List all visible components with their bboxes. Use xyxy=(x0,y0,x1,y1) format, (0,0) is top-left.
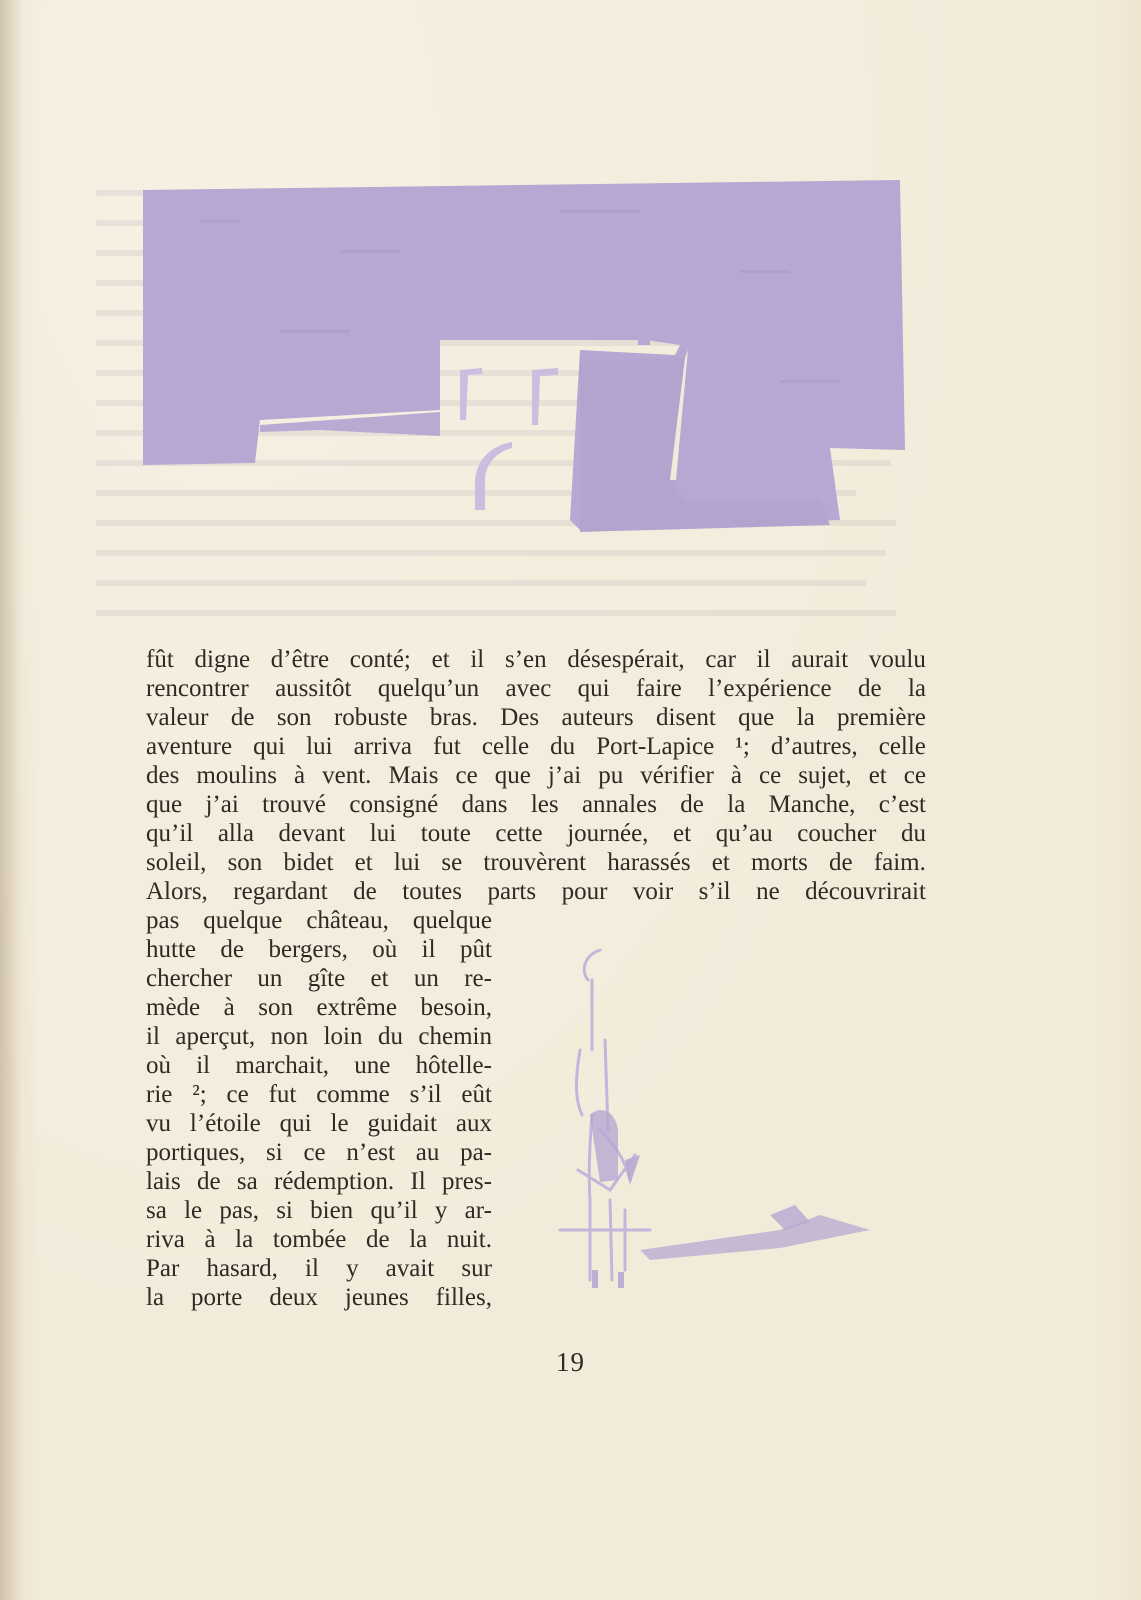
word: non xyxy=(270,1023,309,1050)
word: c’est xyxy=(878,791,926,818)
word: les xyxy=(530,791,559,818)
word: première xyxy=(837,704,926,731)
word: j’ai xyxy=(205,791,239,818)
text-line xyxy=(146,964,492,993)
castle-woodcut-illustration xyxy=(140,180,920,550)
word: journée, xyxy=(567,820,649,847)
word: sujet, xyxy=(798,762,852,789)
word: du xyxy=(900,820,926,847)
text-line xyxy=(146,703,926,732)
word: bidet xyxy=(283,849,334,876)
word: Port-Lapice xyxy=(596,733,715,760)
word: portiques, xyxy=(146,1139,246,1166)
word: vent. xyxy=(322,762,372,789)
text-line xyxy=(146,906,492,935)
word: de xyxy=(829,849,853,876)
text-line xyxy=(146,877,926,906)
word: Manche, xyxy=(768,791,856,818)
word: chemin xyxy=(418,1023,492,1050)
word: quelqu’un xyxy=(377,675,480,702)
word: y xyxy=(434,1197,448,1224)
word: guidait xyxy=(367,1110,437,1137)
word: désespérait, xyxy=(567,646,685,673)
word: morts xyxy=(750,849,808,876)
text-line xyxy=(146,790,926,819)
word: de xyxy=(366,1226,390,1253)
word: fut xyxy=(268,1081,297,1108)
word: un xyxy=(413,965,439,992)
word: faim. xyxy=(873,849,926,876)
word: pu xyxy=(598,762,624,789)
word: un xyxy=(257,965,283,992)
word: consigné xyxy=(349,791,439,818)
word: bras. xyxy=(429,704,478,731)
word: pas xyxy=(146,907,180,934)
word: d’être xyxy=(270,646,330,673)
word: et xyxy=(370,965,389,992)
body-text xyxy=(146,645,926,1312)
word: qu’au xyxy=(715,820,773,847)
word: la xyxy=(409,1226,428,1253)
word: quelque xyxy=(412,907,492,934)
window-mark xyxy=(460,368,482,420)
word: ¹; xyxy=(735,733,750,760)
word: j’ai xyxy=(547,762,582,789)
word: l’étoile xyxy=(189,1110,261,1137)
word: s’il xyxy=(698,878,731,905)
word: pour xyxy=(561,878,608,905)
word: au xyxy=(415,1139,440,1166)
word: qu’il xyxy=(146,820,194,847)
word: chercher xyxy=(146,965,233,992)
word: son xyxy=(276,704,312,731)
word: toutes xyxy=(402,878,462,905)
word: auteurs xyxy=(561,704,634,731)
word: aventure xyxy=(146,733,233,760)
word: pres- xyxy=(441,1168,492,1195)
word: riva xyxy=(146,1226,185,1253)
word: parts xyxy=(487,878,537,905)
text-line xyxy=(146,1196,492,1225)
word: valeur xyxy=(146,704,209,731)
word: jeunes xyxy=(344,1284,409,1311)
word: de xyxy=(230,704,255,731)
word: le xyxy=(330,1110,349,1137)
text-line xyxy=(146,1051,492,1080)
word: à xyxy=(223,994,235,1021)
text-line xyxy=(146,1254,492,1283)
word: celle xyxy=(878,733,926,760)
word: rédemption. xyxy=(274,1168,395,1195)
word: nuit. xyxy=(446,1226,492,1253)
word: celle xyxy=(481,733,530,760)
word: que xyxy=(146,791,183,818)
word: et xyxy=(431,646,450,673)
text-line xyxy=(146,993,492,1022)
word: il xyxy=(196,1052,211,1079)
word: lais xyxy=(146,1168,181,1195)
word: s’en xyxy=(504,646,547,673)
word: sa xyxy=(236,1168,258,1195)
word: hasard, xyxy=(206,1255,278,1282)
word: du xyxy=(377,1023,403,1050)
word: le xyxy=(184,1197,203,1224)
word: il xyxy=(146,1023,160,1050)
word: il xyxy=(421,936,436,963)
word: s’il xyxy=(409,1081,442,1108)
text-line xyxy=(146,848,926,877)
word: robuste xyxy=(333,704,408,731)
word: bergers, xyxy=(268,936,348,963)
word: il xyxy=(305,1255,319,1282)
word: une xyxy=(354,1052,391,1079)
word: sur xyxy=(461,1255,492,1282)
word: aperçut, xyxy=(175,1023,256,1050)
word: voir xyxy=(632,878,674,905)
word: de xyxy=(353,878,377,905)
word: l’expérience xyxy=(708,675,832,702)
word: avec xyxy=(505,675,552,702)
word: qui xyxy=(253,733,286,760)
text-line xyxy=(146,645,926,674)
word: ce xyxy=(903,762,926,789)
word: la xyxy=(796,704,815,731)
word: gîte xyxy=(307,965,346,992)
word: filles, xyxy=(435,1284,492,1311)
word: digne xyxy=(194,646,251,673)
word: Il xyxy=(410,1168,426,1195)
word: des xyxy=(146,762,180,789)
word: mède xyxy=(146,994,201,1021)
page-number: 19 xyxy=(556,1347,585,1377)
word: quelque xyxy=(203,907,283,934)
window-mark xyxy=(532,368,558,425)
word: qui xyxy=(577,675,610,702)
word: marchait, xyxy=(235,1052,330,1079)
word: besoin, xyxy=(420,994,492,1021)
word: se xyxy=(441,849,463,876)
word: à xyxy=(730,762,742,789)
word: et xyxy=(868,762,887,789)
word: la xyxy=(146,1284,165,1311)
word: alla xyxy=(217,820,254,847)
word: soleil, xyxy=(146,849,207,876)
word: voulu xyxy=(868,646,926,673)
word: que xyxy=(494,762,531,789)
word: lui xyxy=(393,849,421,876)
word: et xyxy=(673,820,692,847)
text-line xyxy=(146,1138,492,1167)
text-line xyxy=(146,1109,492,1138)
text-line xyxy=(146,819,926,848)
doorway-arch xyxy=(475,442,512,510)
word: où xyxy=(372,936,398,963)
word: rencontrer xyxy=(146,675,249,702)
text-line xyxy=(146,935,492,964)
word: si xyxy=(276,1197,293,1224)
word: lui xyxy=(306,733,333,760)
word: toute xyxy=(420,820,471,847)
word: et xyxy=(354,849,373,876)
word: pas, xyxy=(219,1197,259,1224)
word: porte xyxy=(191,1284,243,1311)
word: château, xyxy=(306,907,389,934)
word: arriva xyxy=(353,733,412,760)
word: que xyxy=(738,704,775,731)
word: extrême xyxy=(316,994,397,1021)
word: fût xyxy=(146,646,174,673)
word: à xyxy=(204,1226,216,1253)
word: à xyxy=(293,762,306,789)
word: eût xyxy=(461,1081,492,1108)
word: d’autres, xyxy=(770,733,858,760)
word: loin xyxy=(323,1023,363,1050)
word: sa xyxy=(146,1197,167,1224)
word: comme xyxy=(316,1081,390,1108)
word: aussitôt xyxy=(275,675,352,702)
word: qu’il xyxy=(370,1197,418,1224)
word: ne xyxy=(756,878,780,905)
word: et xyxy=(711,849,730,876)
word: de xyxy=(197,1168,221,1195)
word: où xyxy=(146,1052,171,1079)
word: dans xyxy=(461,791,508,818)
word: ar- xyxy=(464,1197,492,1224)
word: trouvèrent xyxy=(483,849,587,876)
text-line xyxy=(146,732,926,761)
word: ce xyxy=(758,762,782,789)
word: de xyxy=(680,791,704,818)
word: si xyxy=(266,1139,283,1166)
text-line xyxy=(146,1225,492,1254)
word: avait xyxy=(385,1255,435,1282)
word: re- xyxy=(464,965,492,992)
word: de xyxy=(220,936,245,963)
word: hôtelle- xyxy=(415,1052,492,1079)
word: lui xyxy=(369,820,397,847)
word: rie xyxy=(146,1081,173,1108)
word: pût xyxy=(460,936,492,963)
word: vérifier xyxy=(640,762,714,789)
word: moulins xyxy=(196,762,277,789)
word: vu xyxy=(146,1110,171,1137)
word: pa- xyxy=(460,1139,492,1166)
word: disent xyxy=(656,704,716,731)
word: harassés xyxy=(607,849,691,876)
word: faire xyxy=(635,675,682,702)
word: annales xyxy=(581,791,657,818)
text-line xyxy=(146,1167,492,1196)
word: ce xyxy=(303,1139,326,1166)
word: fut xyxy=(433,733,461,760)
word: son xyxy=(258,994,293,1021)
word: Des xyxy=(500,704,540,731)
word: Mais xyxy=(388,762,439,789)
word: hutte xyxy=(146,936,196,963)
word: tombée xyxy=(272,1226,347,1253)
word: la xyxy=(727,791,746,818)
word: Alors, xyxy=(146,878,208,905)
word: car xyxy=(705,646,736,673)
word: n’est xyxy=(346,1139,395,1166)
word: la xyxy=(235,1226,254,1253)
text-line xyxy=(146,1283,492,1312)
word: ce xyxy=(455,762,478,789)
word: conté; xyxy=(349,646,411,673)
text-line xyxy=(146,674,926,703)
word: du xyxy=(550,733,576,760)
word: ce xyxy=(226,1081,249,1108)
word: regardant xyxy=(233,878,328,905)
word: aux xyxy=(455,1110,492,1137)
word: cette xyxy=(495,820,543,847)
word: son xyxy=(227,849,263,876)
word: devant xyxy=(278,820,346,847)
word: découvrirait xyxy=(805,878,926,905)
word: il xyxy=(756,646,771,673)
word: trouvé xyxy=(262,791,327,818)
text-line xyxy=(146,1080,492,1109)
word: ²; xyxy=(192,1081,207,1108)
word: coucher xyxy=(797,820,877,847)
word: de xyxy=(857,675,882,702)
word: deux xyxy=(269,1284,318,1311)
woodcut-ground xyxy=(143,180,905,530)
word: Par xyxy=(146,1255,180,1282)
word: qui xyxy=(279,1110,312,1137)
word: aurait xyxy=(791,646,849,673)
word: y xyxy=(346,1255,359,1282)
word: il xyxy=(470,646,485,673)
text-line xyxy=(146,1022,492,1051)
text-line xyxy=(146,761,926,790)
word: la xyxy=(907,675,926,702)
word: bien xyxy=(310,1197,354,1224)
